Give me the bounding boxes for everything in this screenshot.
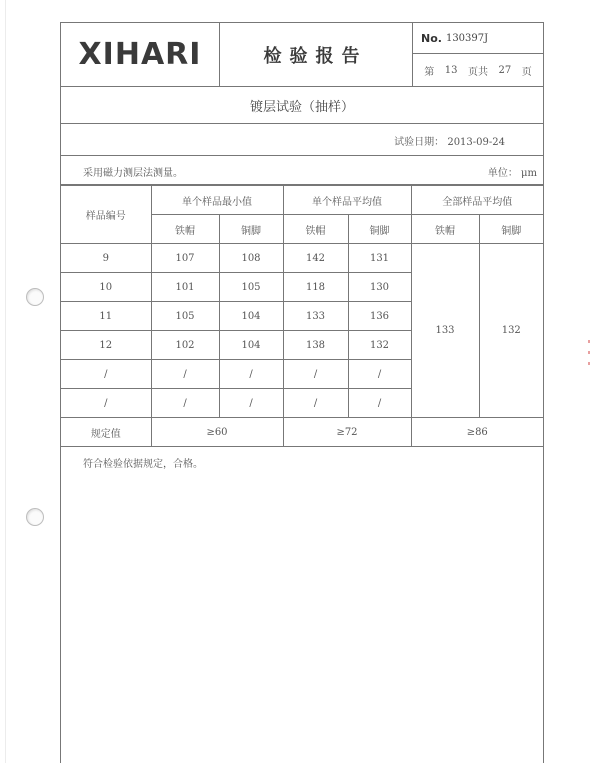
report-number-value: 130397J (445, 32, 489, 44)
method-row (61, 156, 543, 185)
report-frame (60, 22, 544, 763)
requirement-min: ≥60 (151, 418, 283, 447)
cell: 130 (348, 273, 411, 302)
requirement-row (61, 418, 543, 447)
cell: / (348, 389, 411, 418)
cell: / (283, 389, 348, 418)
cell: / (61, 360, 151, 389)
cell: / (219, 389, 283, 418)
subcol: 铁帽 (411, 215, 479, 244)
logo-cell (61, 23, 220, 86)
group-avg: 单个样品平均值 (283, 186, 411, 215)
cell: / (283, 360, 348, 389)
cell: 136 (348, 302, 411, 331)
subcol: 铁帽 (283, 215, 348, 244)
scan-marks (588, 340, 591, 400)
subcol: 铜脚 (219, 215, 283, 244)
requirement-overall: ≥86 (411, 418, 543, 447)
cell: 133 (283, 302, 348, 331)
page-mid: 页共 (467, 67, 488, 78)
unit-label: 单位： μm (487, 168, 537, 179)
cell: / (219, 360, 283, 389)
cell: 118 (283, 273, 348, 302)
cell: 10 (61, 273, 151, 302)
page-prefix: 第 (424, 67, 435, 78)
report-title: 检验报告 (263, 45, 368, 67)
date-row (61, 124, 543, 156)
table-header-row (61, 186, 543, 215)
page-total: 27 (498, 65, 512, 76)
report-number-label: No. (421, 31, 442, 45)
group-overall: 全部样品平均值 (411, 186, 543, 215)
subcol: 铜脚 (479, 215, 543, 244)
cell: 107 (151, 244, 219, 273)
test-date: 试验日期： 2013-09-24 (394, 137, 505, 148)
page-suffix: 页 (521, 67, 532, 78)
cell: 12 (61, 331, 151, 360)
report-header (61, 23, 543, 87)
group-min: 单个样品最小值 (151, 186, 283, 215)
cell: 142 (283, 244, 348, 273)
cell: 9 (61, 244, 151, 273)
cell: 108 (219, 244, 283, 273)
cell: 105 (151, 302, 219, 331)
measurement-method: 采用磁力测层法测量。 (83, 168, 183, 179)
requirement-label: 规定值 (61, 418, 151, 447)
section-title: 镀层试验（抽样） (61, 87, 543, 124)
punch-hole (26, 288, 44, 306)
overall-cap-value: 133 (411, 244, 479, 418)
requirement-avg: ≥72 (283, 418, 411, 447)
page-edge (5, 0, 6, 763)
cell: 11 (61, 302, 151, 331)
conclusion-text: 符合检验依据规定，合格。 (83, 459, 203, 470)
cell: / (348, 360, 411, 389)
report-number (413, 23, 543, 54)
subcol: 铁帽 (151, 215, 219, 244)
cell: / (61, 389, 151, 418)
cell: 104 (219, 331, 283, 360)
page-current: 13 (444, 65, 458, 76)
company-logo: XIHARI (78, 37, 202, 72)
page-indicator (413, 55, 543, 86)
cell: 104 (219, 302, 283, 331)
title-cell (219, 23, 413, 86)
cell: 138 (283, 331, 348, 360)
cell: 132 (348, 331, 411, 360)
col-sample-id: 样品编号 (61, 186, 151, 244)
punch-hole (26, 508, 44, 526)
cell: / (151, 360, 219, 389)
coating-results-table (61, 185, 543, 447)
subcol: 铜脚 (348, 215, 411, 244)
cell: 131 (348, 244, 411, 273)
cell: / (151, 389, 219, 418)
table-row (61, 244, 543, 273)
overall-pin-value: 132 (479, 244, 543, 418)
cell: 105 (219, 273, 283, 302)
cell: 102 (151, 331, 219, 360)
cell: 101 (151, 273, 219, 302)
